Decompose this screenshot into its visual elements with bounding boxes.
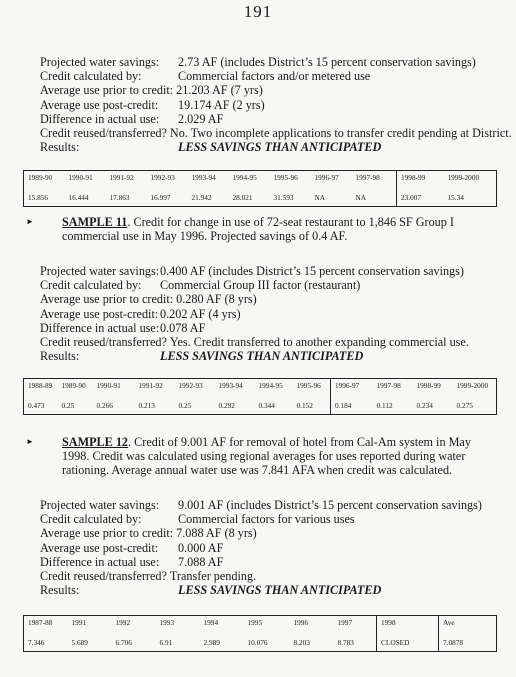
table-header-cell: 1991-92 bbox=[138, 381, 163, 390]
detail-row bbox=[40, 140, 510, 154]
detail-label: Average use post-credit: bbox=[40, 306, 159, 321]
results-value: LESS SAVINGS THAN ANTICIPATED bbox=[178, 583, 382, 598]
detail-label: Results: bbox=[40, 140, 80, 155]
sample-11-intro bbox=[26, 215, 500, 244]
table-value-cell: 0.25 bbox=[178, 401, 192, 410]
sample-12-details bbox=[40, 498, 510, 597]
table-value-cell: NA bbox=[355, 193, 367, 202]
table-header-cell: 1997-98 bbox=[376, 381, 401, 390]
table-value-cell: 17.863 bbox=[109, 193, 130, 202]
detail-label: Projected water savings: bbox=[40, 498, 160, 512]
detail-row bbox=[40, 349, 510, 363]
detail-value: Commercial factors for various uses bbox=[178, 512, 355, 527]
table-header-cell: 1996-97 bbox=[314, 173, 339, 182]
table-value-cell: 15.856 bbox=[28, 193, 49, 202]
table-value-cell: 0.184 bbox=[331, 399, 373, 415]
table-value-cell: 31.593 bbox=[273, 193, 294, 202]
table-header-cell: 1991 bbox=[71, 618, 87, 627]
table-header-cell: Ave bbox=[439, 616, 497, 637]
table-header-cell: 1991-92 bbox=[109, 173, 134, 182]
bullet-arrow-icon: ► bbox=[26, 437, 34, 446]
table-header-cell: 1990-91 bbox=[68, 173, 93, 182]
table-value-cell: 8.203 bbox=[293, 638, 310, 647]
table-header-cell: 1998-99 bbox=[416, 381, 441, 390]
table-header-cell: 1994-95 bbox=[258, 381, 283, 390]
page-number: 191 bbox=[243, 2, 273, 21]
detail-label: Credit calculated by: bbox=[40, 512, 142, 527]
detail-value: Commercial Group III factor (restaurant) bbox=[160, 278, 361, 293]
table-value-cell: 0.473 bbox=[28, 401, 45, 410]
table-header-cell: 1998-99 bbox=[397, 171, 444, 192]
detail-label: Difference in actual use: bbox=[40, 111, 160, 126]
detail-value: 0.000 AF bbox=[178, 540, 224, 555]
table-value-cell: 10.076 bbox=[247, 638, 268, 647]
detail-row bbox=[40, 98, 510, 112]
annual-use-table bbox=[23, 615, 497, 652]
detail-row bbox=[40, 126, 510, 140]
detail-row bbox=[40, 55, 510, 69]
table-value-cell: 2.989 bbox=[203, 638, 220, 647]
detail-value: 2.029 AF bbox=[178, 111, 224, 126]
table-value-cell: NA bbox=[314, 193, 326, 202]
table-value-cell: 15.34 bbox=[447, 193, 464, 202]
detail-row bbox=[40, 569, 510, 583]
table-header-cell: 1989-90 bbox=[28, 173, 53, 182]
table-value-cell: 0.275 bbox=[456, 401, 473, 410]
table-value-cell: 0.234 bbox=[416, 401, 433, 410]
detail-value: 21.203 AF (7 yrs) bbox=[176, 83, 263, 98]
detail-row bbox=[40, 498, 510, 512]
table-header-cell: 1997-98 bbox=[355, 173, 380, 182]
annual-use-table bbox=[23, 378, 497, 415]
detail-row bbox=[40, 83, 510, 97]
table-header-cell: 1998 bbox=[377, 616, 439, 637]
detail-row bbox=[40, 541, 510, 555]
detail-value: No. Two incomplete applications to transfer credit pending at District. bbox=[169, 126, 512, 141]
table-value-cell: 16.444 bbox=[68, 193, 89, 202]
table-value-cell: 16.997 bbox=[150, 193, 171, 202]
table-header-cell: 1993 bbox=[159, 618, 175, 627]
detail-row bbox=[40, 583, 510, 597]
detail-label: Average use post-credit: bbox=[40, 97, 159, 112]
detail-row bbox=[40, 292, 510, 306]
table-value-cell: 6.706 bbox=[115, 638, 132, 647]
table-value-cell: CLOSED bbox=[377, 636, 439, 652]
detail-label: Credit reused/transferred? bbox=[40, 335, 167, 350]
table-header-cell: 1994-95 bbox=[232, 173, 257, 182]
detail-value: 0.202 AF (4 yrs) bbox=[160, 306, 241, 321]
sample-12-intro bbox=[26, 435, 500, 478]
detail-label: Difference in actual use: bbox=[40, 320, 160, 335]
detail-label: Credit reused/transferred? bbox=[40, 126, 167, 141]
table-header-cell: 1990-91 bbox=[96, 381, 121, 390]
annual-use-table bbox=[23, 170, 497, 207]
detail-row bbox=[40, 307, 510, 321]
sample-11-details bbox=[40, 264, 510, 363]
detail-value: 0.078 AF bbox=[160, 320, 206, 335]
detail-row bbox=[40, 555, 510, 569]
table-header-cell: 1996-97 bbox=[331, 379, 373, 400]
detail-label: Results: bbox=[40, 349, 80, 364]
table-value-cell: 0.266 bbox=[96, 401, 113, 410]
table-header-cell: 1999-2000 bbox=[456, 381, 489, 390]
detail-row bbox=[40, 112, 510, 126]
table-value-cell: 0.152 bbox=[296, 401, 313, 410]
detail-label: Difference in actual use: bbox=[40, 554, 160, 569]
detail-value: 7.088 AF (8 yrs) bbox=[176, 526, 257, 541]
detail-label: Results: bbox=[40, 583, 80, 598]
table-header-cell: 1995-96 bbox=[273, 173, 298, 182]
table-header-cell: 1988-89 bbox=[28, 381, 53, 390]
table-value-cell: 5.689 bbox=[71, 638, 88, 647]
detail-row bbox=[40, 278, 510, 292]
detail-value: 9.001 AF (includes District’s 15 percent conservation savings) bbox=[178, 498, 482, 512]
table-header-cell: 1996 bbox=[293, 618, 309, 627]
sample-title: SAMPLE 12 bbox=[62, 435, 129, 449]
table-header-cell: 1987-88 bbox=[28, 618, 53, 627]
detail-value: 2.73 AF (includes District’s 15 percent conservation savings) bbox=[178, 55, 476, 69]
detail-value: 19.174 AF (2 yrs) bbox=[178, 97, 265, 112]
detail-value: Transfer pending. bbox=[169, 569, 257, 584]
table-value-cell: 7.346 bbox=[28, 638, 45, 647]
detail-label: Projected water savings: bbox=[40, 264, 160, 278]
sample-10-details bbox=[40, 55, 510, 154]
table-header-cell: 1992-93 bbox=[150, 173, 175, 182]
results-value: LESS SAVINGS THAN ANTICIPATED bbox=[160, 349, 364, 364]
detail-label: Average use prior to credit: bbox=[40, 292, 174, 307]
table-header-cell: 1993-94 bbox=[191, 173, 216, 182]
table-header-cell: 1989-90 bbox=[61, 381, 86, 390]
detail-row bbox=[40, 264, 510, 278]
detail-value: 7.088 AF bbox=[178, 554, 224, 569]
detail-value: 0.280 AF (8 yrs) bbox=[176, 292, 257, 307]
table-header-cell: 1992-93 bbox=[178, 381, 203, 390]
detail-label: Average use prior to credit: bbox=[40, 526, 174, 541]
detail-label: Credit calculated by: bbox=[40, 278, 142, 293]
detail-value: Commercial factors and/or metered use bbox=[178, 69, 371, 84]
detail-label: Projected water savings: bbox=[40, 55, 160, 69]
table-value-cell: 0.213 bbox=[138, 401, 155, 410]
detail-label: Credit calculated by: bbox=[40, 69, 142, 84]
table-value-cell: 28.021 bbox=[232, 193, 253, 202]
table-header-cell: 1995 bbox=[247, 618, 263, 627]
table-header-cell: 1999-2000 bbox=[447, 173, 480, 182]
sample-description: . Credit for change in use of 72-seat restaurant to 1,846 SF Group I commercial use in May 1996. Projected savings of 0.4 AF. bbox=[62, 215, 454, 244]
bullet-arrow-icon: ► bbox=[26, 217, 34, 226]
detail-value: 0.400 AF (includes District’s 15 percent conservation savings) bbox=[160, 264, 464, 278]
table-value-cell: 0.344 bbox=[258, 401, 275, 410]
detail-row bbox=[40, 512, 510, 526]
detail-row bbox=[40, 321, 510, 335]
table-value-cell: 0.112 bbox=[376, 401, 393, 410]
results-value: LESS SAVINGS THAN ANTICIPATED bbox=[178, 140, 382, 155]
table-value-cell: 7.0878 bbox=[439, 636, 497, 652]
sample-description: . Credit of 9.001 AF for removal of hotel from Cal-Am system in May 1998. Credit was calculated using regional averages for uses reported during water rationing. Average annual water use was 7.841 AFA when credit was calculated. bbox=[62, 435, 471, 478]
table-value-cell: 0.25 bbox=[61, 401, 75, 410]
detail-label: Credit reused/transferred? bbox=[40, 569, 167, 584]
table-header-cell: 1997 bbox=[337, 618, 353, 627]
table-value-cell: 21.942 bbox=[191, 193, 212, 202]
table-header-cell: 1995-96 bbox=[296, 381, 321, 390]
table-value-cell: 8.783 bbox=[337, 638, 354, 647]
sample-title: SAMPLE 11 bbox=[62, 215, 128, 229]
detail-label: Average use post-credit: bbox=[40, 540, 159, 555]
table-header-cell: 1994 bbox=[203, 618, 219, 627]
table-header-cell: 1992 bbox=[115, 618, 131, 627]
table-value-cell: 0.292 bbox=[218, 401, 235, 410]
detail-row bbox=[40, 335, 510, 349]
detail-row bbox=[40, 69, 510, 83]
detail-row bbox=[40, 526, 510, 540]
table-header-cell: 1993-94 bbox=[218, 381, 243, 390]
table-value-cell: 6.91 bbox=[159, 638, 173, 647]
detail-value: Yes. Credit transferred to another expanding commercial use. bbox=[169, 335, 469, 350]
detail-label: Average use prior to credit: bbox=[40, 83, 174, 98]
table-value-cell: 23.007 bbox=[397, 191, 444, 207]
